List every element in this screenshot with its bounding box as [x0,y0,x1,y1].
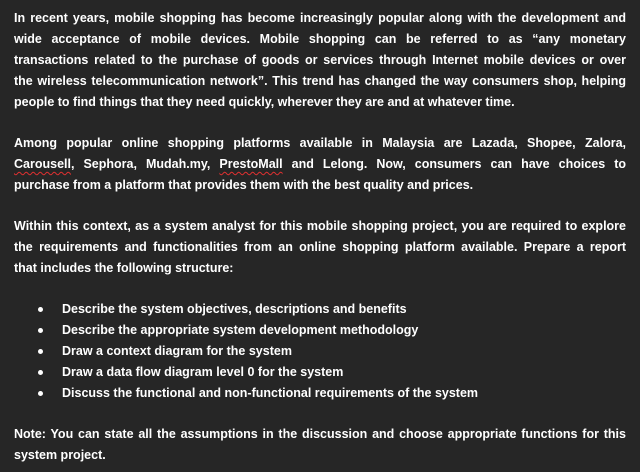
platforms-paragraph [14,133,626,196]
paragraph-line: In recent years, mobile shopping has become increasingly popular along with the development and [14,11,626,25]
paragraph-line: transactions related to the purchase of goods or services through Internet mobile devices or over [14,53,626,67]
paragraph-line: wide acceptance of mobile devices. Mobile shopping can be referred to as “any monetary [14,32,626,46]
paragraph-line: people to find things that they need quickly, wherever they are and at whatever time. [14,95,515,109]
note-paragraph [14,424,626,466]
requirements-list [14,299,626,404]
context-paragraph [14,216,626,279]
list-item: Discuss the functional and non-functional requirements of the system [14,383,626,404]
spellcheck-word: PrestoMall [219,157,283,171]
paragraph-text: , Sephora, Mudah.my, [70,157,220,171]
paragraph-line: Among popular online shopping platforms available in Malaysia are Lazada, Shopee, Zalora, [14,136,626,150]
paragraph-line: Within this context, as a system analyst for this mobile shopping project, you are required to explore [14,219,626,233]
paragraph-line: purchase from a platform that provides them with the best quality and prices. [14,178,474,192]
document-body [14,8,626,466]
paragraph-line [14,154,626,175]
paragraph-line: the requirements and functionalities from an online shopping platform available. Prepare a report [14,240,626,254]
list-item: Draw a context diagram for the system [14,341,626,362]
paragraph-line: system project. [14,448,106,462]
list-item: Describe the system objectives, descriptions and benefits [14,299,626,320]
paragraph-line: Note: You can state all the assumptions in the discussion and choose appropriate functions for this [14,427,626,441]
paragraph-line: the wireless telecommunication network”. This trend has changed the way consumers shop, helping [14,74,626,88]
intro-paragraph [14,8,626,113]
paragraph-text: and Lelong. Now, consumers can have choices to [282,157,627,171]
spellcheck-word: Carousell [14,157,71,171]
paragraph-line: that includes the following structure: [14,261,234,275]
list-item: Describe the appropriate system development methodology [14,320,626,341]
list-item: Draw a data flow diagram level 0 for the system [14,362,626,383]
